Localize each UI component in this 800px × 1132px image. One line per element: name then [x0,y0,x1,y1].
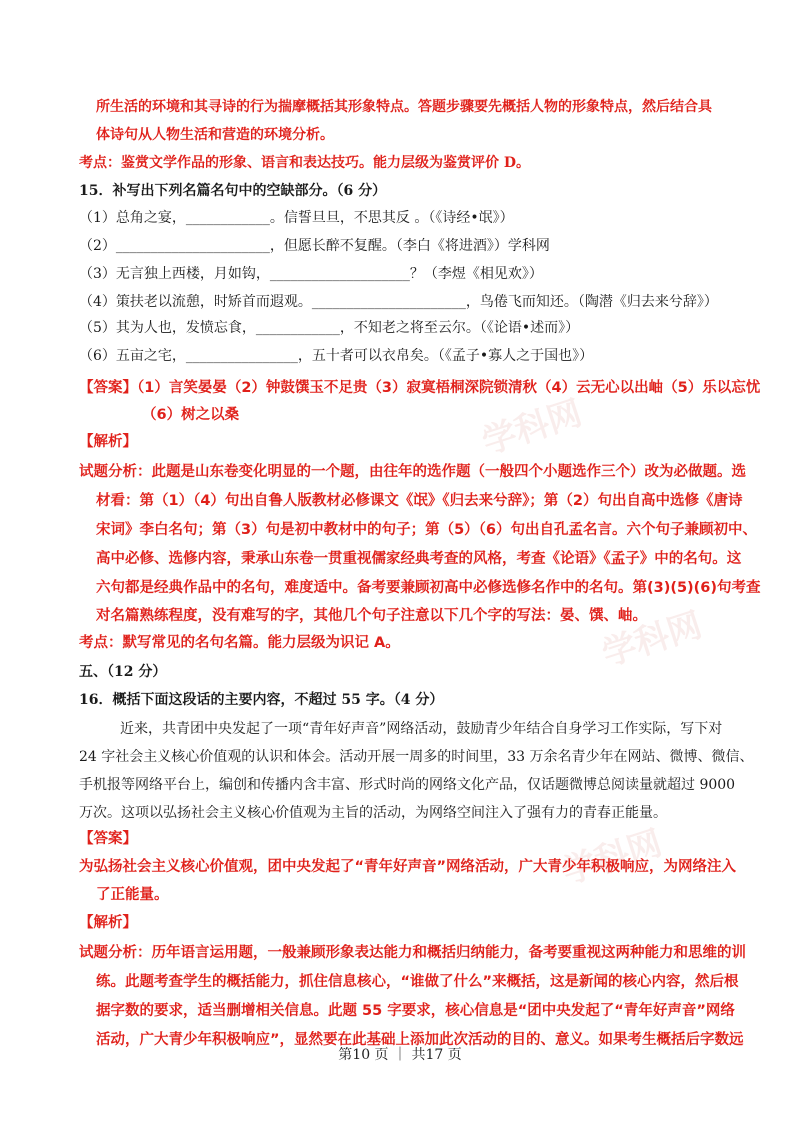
q16-answer-label: 【答案】 [79,831,137,847]
q15-item-1: （1）总角之宴，____________。信誓旦旦，不思其反 。（《诗经•氓》） [79,210,514,226]
q15-answer-text: （1）言笑晏晏（2）钟鼓馔玉不足贵（3）寂寞梧桐深院锁清秋（4）云无心以出岫（5）乐以忘忧 [137,380,761,396]
q15-item-3: （3）无言独上西楼，月如钩，____________________？（李煜《相见欢》） [79,266,543,282]
q16-passage-line-4: 万次。这项以弘扬社会主义核心价值观为主旨的活动，为网络空间注入了强有力的青春正能量。 [79,805,667,821]
page-footer: 第10 页 ｜ 共17 页 [338,1047,462,1063]
q16-analysis-line-2: 练。此题考查学生的概括能力，抓住信息核心，“谁做了什么”来概括，这是新闻的核心内容，然后根 [96,974,739,990]
q15-item-6: （6）五亩之宅，________________，五十者可以衣帛矣。（《孟子•寡人之于国也》） [79,348,594,364]
q16-analysis-line-1: 试题分析：历年语言运用题，一般兼顾形象表达能力和概括归纳能力，备考要重视这两种能力和思维的训 [79,945,746,961]
q16-analysis-line-4: 活动，广大青少年积极响应”，显然要在此基础上添加此次活动的目的、意义。如果考生概括后字数远 [96,1032,744,1048]
watermark: 学科网 [597,605,707,675]
q16-passage-line-1: 近来，共青团中央发起了一项“青年好声音”网络活动，鼓励青少年结合自身学习工作实际，写下对 [120,721,723,737]
watermark: 学科网 [477,393,587,463]
q16-passage-line-3: 手机报等网络平台上，编创和传播内含丰富、形式时尚的网络文化产品，仅话题微博总阅读量就超过 9000 [79,777,736,793]
q15-item-5: （5）其为人也，发愤忘食，____________，不知老之将至云尔。（《论语•述而》） [79,320,580,336]
q15-item-2: （2）______________________，但愿长醉不复醒。（李白《将进酒》）学科网 [79,238,550,254]
q16-answer-line-1: 为弘扬社会主义核心价值观，团中央发起了“青年好声音”网络活动，广大青少年积极响应，为网络注入 [79,859,737,875]
intro-line-1: 所生活的环境和其寻诗的行为揣摩概括其形象特点。答题步骤要先概括人物的形象特点，然后结合具 [96,99,712,115]
q15-analysis-line-4: 高中必修、选修内容，秉承山东卷一贯重视儒家经典考查的风格，考查《论语》《孟子》中的名句。这 [96,551,742,567]
intro-kaodian: 考点：鉴赏文学作品的形象、语言和表达技巧。能力层级为鉴赏评价 D。 [79,155,531,171]
q16-answer-line-2: 了正能量。 [96,887,169,903]
q16-title: 16．概括下面这段话的主要内容，不超过 55 字。（4 分） [79,692,444,708]
q16-analysis-line-3: 据字数的要求，适当删增相关信息。此题 55 字要求，核心信息是“团中央发起了“青年好声音”网络 [96,1003,735,1019]
q15-analysis-line-2: 材看：第（1）（4）句出自鲁人版教材必修课文《氓》《归去来兮辞》；第（2）句出自高中选修《唐诗 [96,493,743,509]
watermark: 学科网 [557,823,667,893]
q15-title: 15．补写出下列名篇名句中的空缺部分。（6 分） [79,183,387,199]
q15-item-4: （4）策扶老以流憩，时矫首而遐观。______________________，鸟倦飞而知还。（陶潜《归去来兮辞》） [79,294,718,310]
q16-passage-line-2: 24 字社会主义核心价值观的认识和体会。活动开展一周多的时间里，33 万余名青少年在网站、微博、微信、 [79,749,754,765]
q15-analysis-line-1: 试题分析：此题是山东卷变化明显的一个题，由往年的选作题（一般四个小题选作三个）改为必做题。选 [79,464,746,480]
q15-analysis-line-3: 宋词》李白名句；第（3）句是初中教材中的句子；第（5）（6）句出自孔孟名言。六个句子兼顾初中、 [96,522,758,538]
q15-answer [79,378,760,398]
q16-analysis-label: 【解析】 [79,915,137,931]
q15-answer-label: 【答案】 [79,380,137,396]
q15-analysis-line-6: 对名篇熟练程度，没有难写的字，其他几个句子注意以下几个字的写法：晏、馔、岫。 [96,608,647,624]
q15-answer-line-2: （6）树之以桑 [142,407,240,423]
q15-analysis-line-5: 六句都是经典作品中的名句，难度适中。备考要兼顾初高中必修选修名作中的名句。第(3)(5)(6)句考查 [96,580,761,596]
q15-analysis-label: 【解析】 [79,434,137,450]
q15-kaodian: 考点：默写常见的名句名篇。能力层级为识记 A。 [79,635,400,651]
intro-line-2: 体诗句从人物生活和营造的环境分析。 [96,127,334,143]
section-5-title: 五、（12 分） [79,664,167,680]
